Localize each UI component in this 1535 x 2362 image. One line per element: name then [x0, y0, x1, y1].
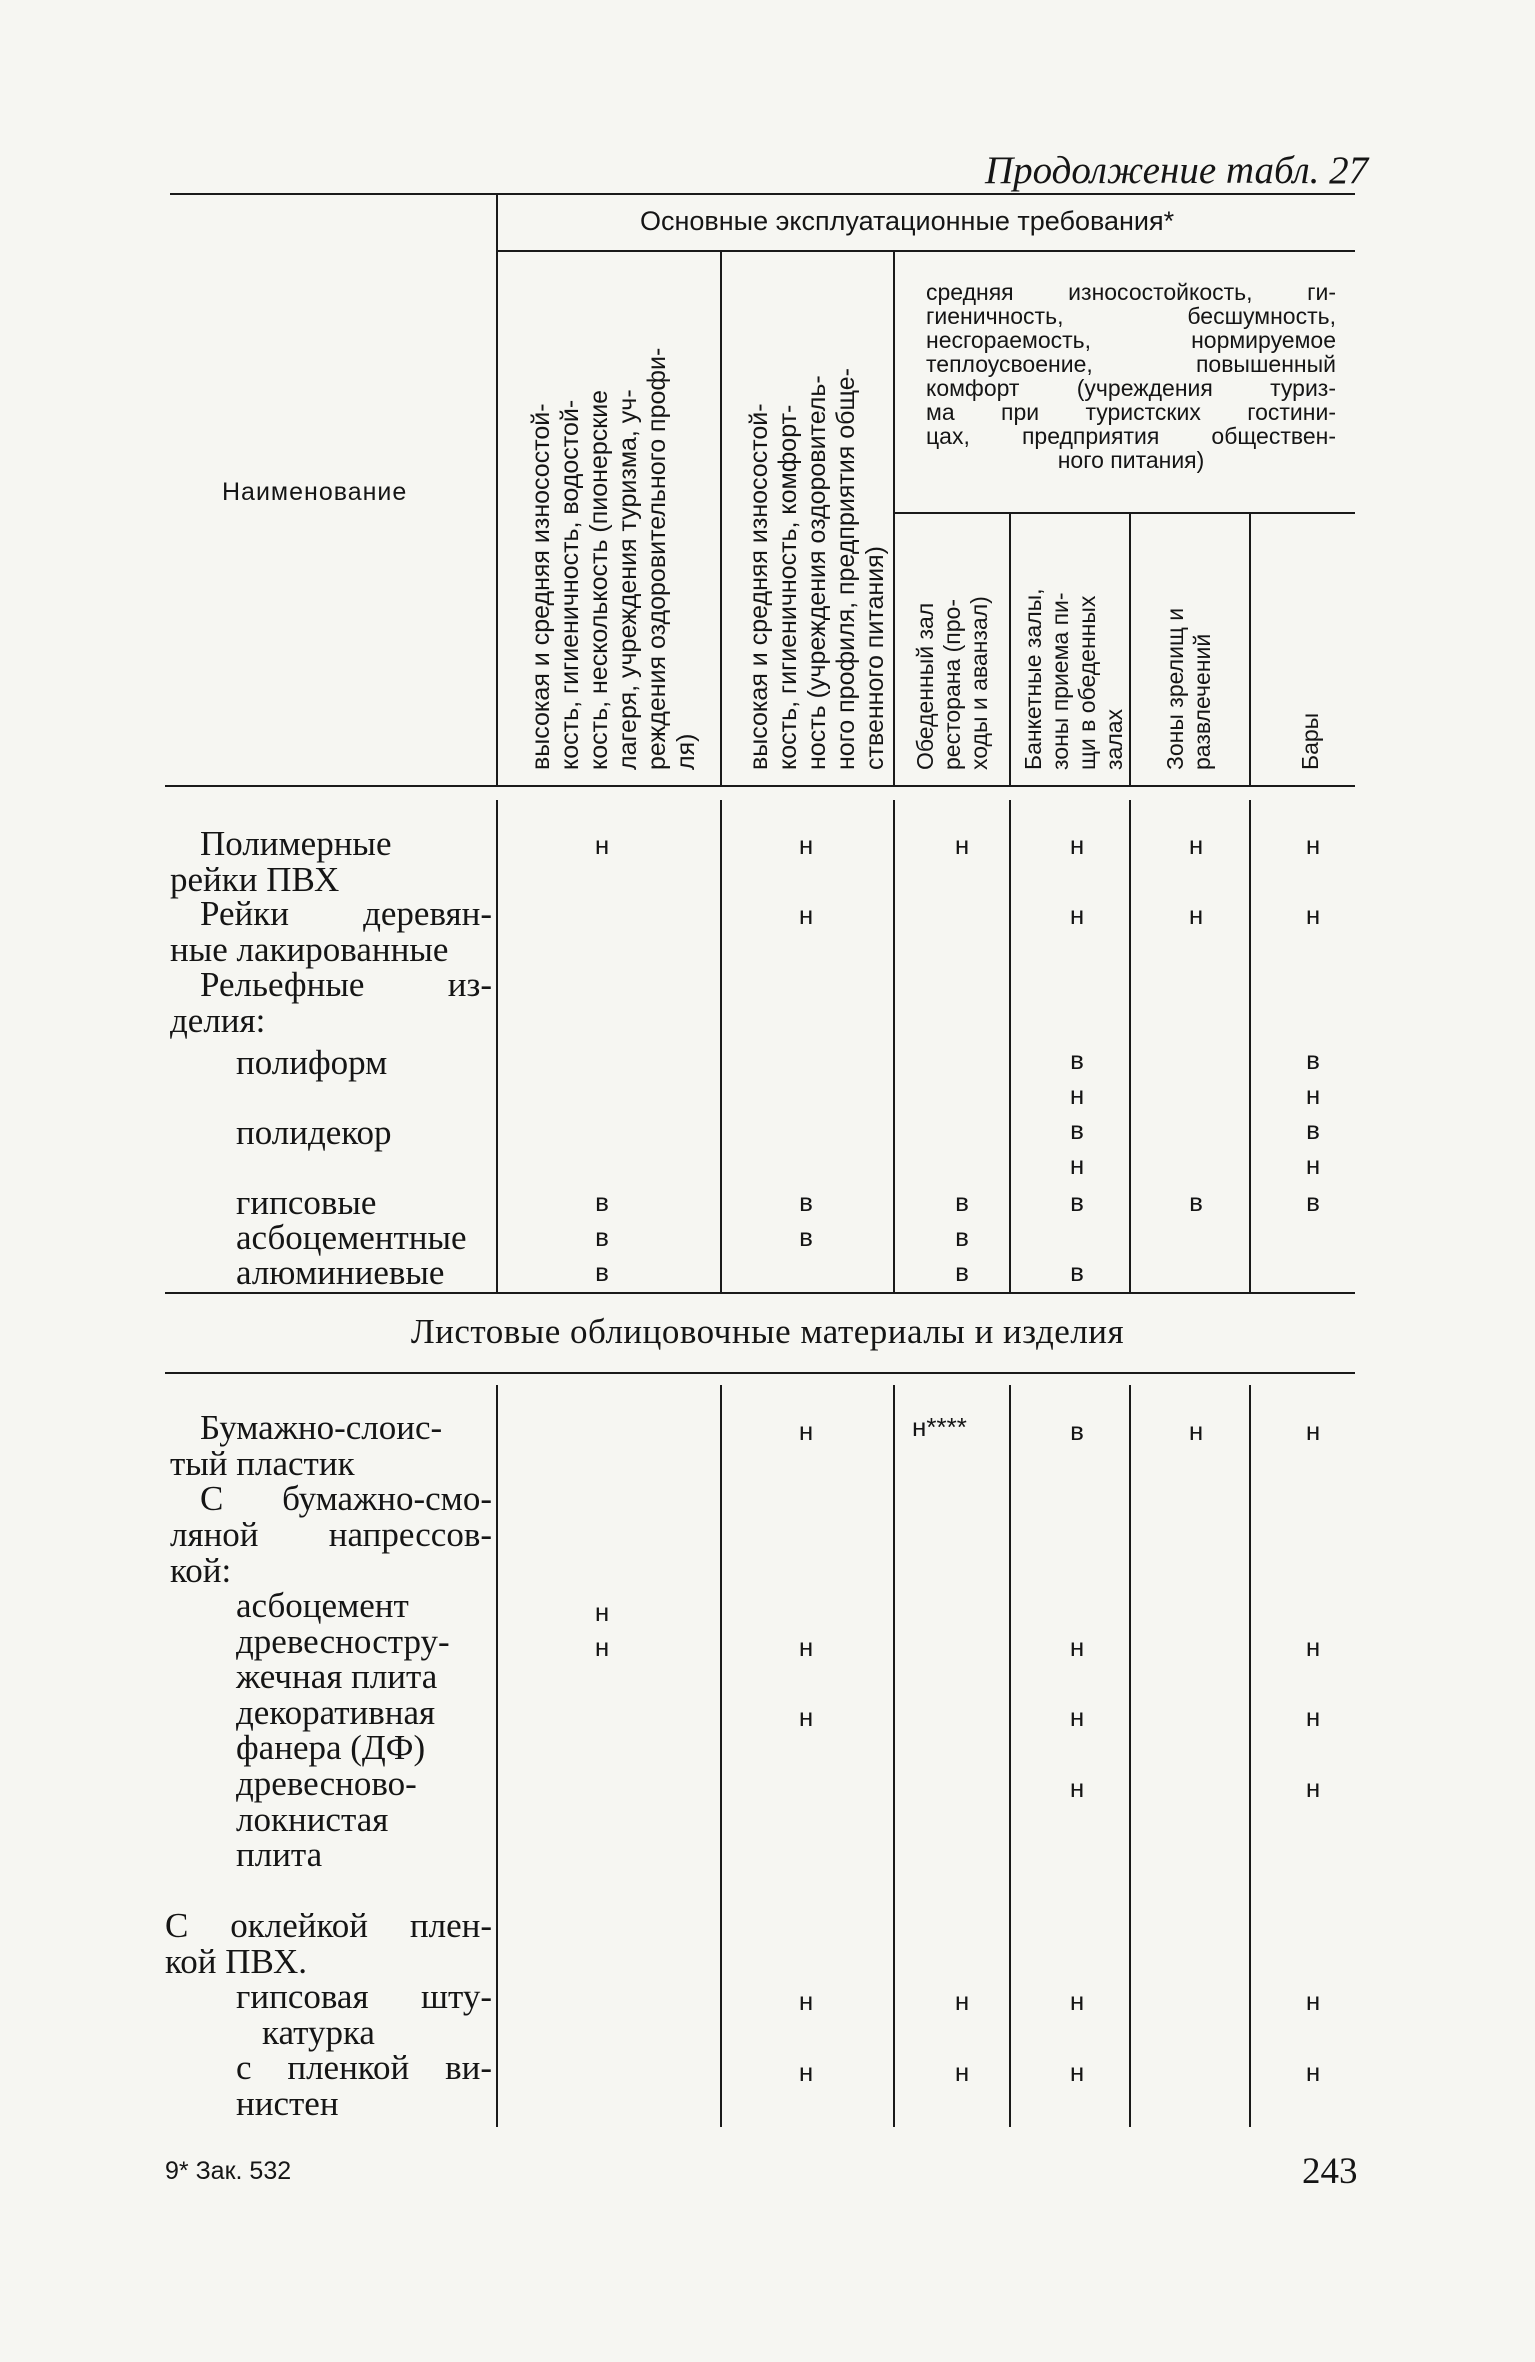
row-name: фанера (ДФ) [236, 1728, 426, 1767]
table-cell: в [955, 1187, 969, 1217]
col-divider [893, 250, 895, 785]
table-cell: н [1305, 1416, 1321, 1446]
table-cell: н [1305, 1702, 1321, 1732]
table-cell: в [595, 1222, 609, 1252]
col-divider [1249, 512, 1251, 785]
subheader-rule [894, 512, 1355, 514]
header-bottom-rule [165, 785, 1355, 787]
col-divider [893, 1385, 895, 2127]
table-cell: в [955, 1257, 969, 1287]
banquet-subheader: Банкетные залы, зоны приема пи- щи в обеденных залах [1020, 588, 1127, 770]
table-cell: в [1189, 1187, 1203, 1217]
table-cell: н [1305, 830, 1321, 860]
row-name: полидекор [236, 1113, 392, 1152]
col-divider [1129, 1385, 1131, 2127]
col-divider [1249, 800, 1251, 1292]
table-cell: в [1070, 1187, 1084, 1217]
col3-group-header: средняя износостойкость, ги- гиеничность, бесшумность, несгораемость, нормируемое теплоусвоение, повышенный комфорт (учреждения туриз- ма при туристских гостини- цах, предприятия обществен- ного питания) [926, 279, 1336, 473]
table-cell: н [798, 1632, 814, 1662]
table-cell: н [594, 830, 610, 860]
col-divider [720, 1385, 722, 2127]
row-name: древесностру- [236, 1622, 450, 1661]
table-cell: н [798, 900, 814, 930]
row-name: полиформ [236, 1043, 388, 1082]
col-divider [720, 800, 722, 1292]
table-cell: н [1069, 1702, 1085, 1732]
row-name: локнистая [236, 1800, 389, 1839]
col-divider [1009, 800, 1011, 1292]
table-cell: н [1305, 1773, 1321, 1803]
table-cell: в [1070, 1416, 1084, 1446]
table-cell: в [1070, 1115, 1084, 1145]
col-divider [496, 193, 498, 785]
table-cell: н [1305, 1150, 1321, 1180]
table-cell: н [1069, 1080, 1085, 1110]
row-name: Рейки деревян- [200, 894, 492, 933]
row-name: тый пластик [170, 1444, 355, 1483]
table-cell: н [1305, 1632, 1321, 1662]
row-name: кой: [170, 1551, 232, 1590]
row-name: нистен [236, 2084, 339, 2123]
row-name: жечная плита [236, 1657, 438, 1696]
row-name: с пленкой ви- [236, 2048, 492, 2087]
col-divider [1129, 512, 1131, 785]
row-name: гипсовые [236, 1183, 377, 1222]
col-divider [1249, 1385, 1251, 2127]
table-cell: н [954, 830, 970, 860]
table-cell: в [955, 1222, 969, 1252]
row-name: Полимерные [200, 824, 392, 863]
col2-header: высокая и средняя износостой- кость, гигиеничность, комфорт- ность (учреждения оздоровитель- ного профиля, предприятия обще- ственного питания) [745, 368, 889, 770]
col-divider [893, 800, 895, 1292]
table-cell: н [1305, 1986, 1321, 2016]
table-cell: в [1070, 1045, 1084, 1075]
col-divider [496, 800, 498, 1292]
table-cell: н [798, 2057, 814, 2087]
col-divider [1129, 800, 1131, 1292]
continuation-title: Продолжение табл. 27 [985, 149, 1369, 192]
table-cell: н [1069, 2057, 1085, 2087]
table-cell: в [1070, 1257, 1084, 1287]
row-name: Рельефные из- [200, 965, 492, 1004]
order-number: 9* Зак. 532 [165, 2157, 292, 2185]
row-name: плита [236, 1835, 323, 1874]
row-name: катурка [262, 2013, 375, 2052]
table-cell: в [595, 1187, 609, 1217]
bars-subheader: Бары [1297, 712, 1323, 770]
table-cell: н [798, 1986, 814, 2016]
table-cell: н [1188, 1416, 1204, 1446]
row-name: рейки ПВХ [170, 860, 340, 899]
table-cell: н [594, 1632, 610, 1662]
table-cell: н [1188, 830, 1204, 860]
col-divider [720, 250, 722, 785]
table-cell: н [954, 1986, 970, 2016]
row-name: Бумажно-слоис- [200, 1408, 443, 1447]
row-name: декоративная [236, 1693, 436, 1732]
table-top-rule [170, 193, 1355, 195]
row-name: С оклейкой плен- [165, 1906, 492, 1945]
row-name: делия: [170, 1001, 266, 1040]
table-cell: н [1069, 900, 1085, 930]
table-cell: н [1305, 900, 1321, 930]
name-column-header: Наименование [222, 478, 408, 506]
table-cell: в [1306, 1045, 1320, 1075]
table-cell: в [1306, 1115, 1320, 1145]
group-header-rule [497, 250, 1355, 252]
table-cell: н [1069, 1773, 1085, 1803]
dining-subheader: Обеденный зал ресторана (про- ходы и аванзал) [912, 596, 992, 770]
entertainment-subheader: Зоны зрелищ и развлечений [1162, 607, 1215, 770]
table-cell: н [798, 830, 814, 860]
page-number: 243 [1302, 2151, 1358, 2192]
table-cell: в [799, 1222, 813, 1252]
table-cell: н [798, 1702, 814, 1732]
section-top-rule [165, 1292, 1355, 1294]
table-cell: н [1305, 2057, 1321, 2087]
group-header: Основные эксплуатационные требования* [640, 206, 1175, 236]
row-name: ные лакированные [170, 930, 449, 969]
col-divider [496, 1385, 498, 2127]
table-cell: в [595, 1257, 609, 1287]
row-name: ляной напрессов- [170, 1515, 492, 1554]
col-divider [1009, 512, 1011, 785]
row-name: асбоцемент [236, 1586, 409, 1625]
table-cell: в [1306, 1187, 1320, 1217]
row-name: гипсовая шту- [236, 1977, 492, 2016]
table-cell: н [1188, 900, 1204, 930]
table-cell: н [1069, 1150, 1085, 1180]
row-name: асбоцементные [236, 1218, 467, 1257]
row-name: древесново- [236, 1764, 417, 1803]
col1-header: высокая и средняя износостой- кость, гигиеничность, водостой- кость, несколькость (пионерские лагеря, учреждения туризма, уч- реждения оздоровительного профи- ля) [527, 347, 700, 770]
table-cell: н [798, 1416, 814, 1446]
table-cell: н**** [912, 1412, 967, 1442]
table-cell: н [594, 1597, 610, 1627]
row-name: алюминиевые [236, 1253, 445, 1292]
table-cell: н [1069, 830, 1085, 860]
table-cell: н [1305, 1080, 1321, 1110]
row-name: С бумажно-смо- [200, 1479, 492, 1518]
row-name: кой ПВХ. [165, 1942, 307, 1981]
table-cell: в [799, 1187, 813, 1217]
section-bottom-rule [165, 1372, 1355, 1374]
col-divider [1009, 1385, 1011, 2127]
table-cell: н [1069, 1632, 1085, 1662]
table-cell: н [1069, 1986, 1085, 2016]
section-title: Листовые облицовочные материалы и изделия [410, 1312, 1125, 1351]
table-cell: н [954, 2057, 970, 2087]
